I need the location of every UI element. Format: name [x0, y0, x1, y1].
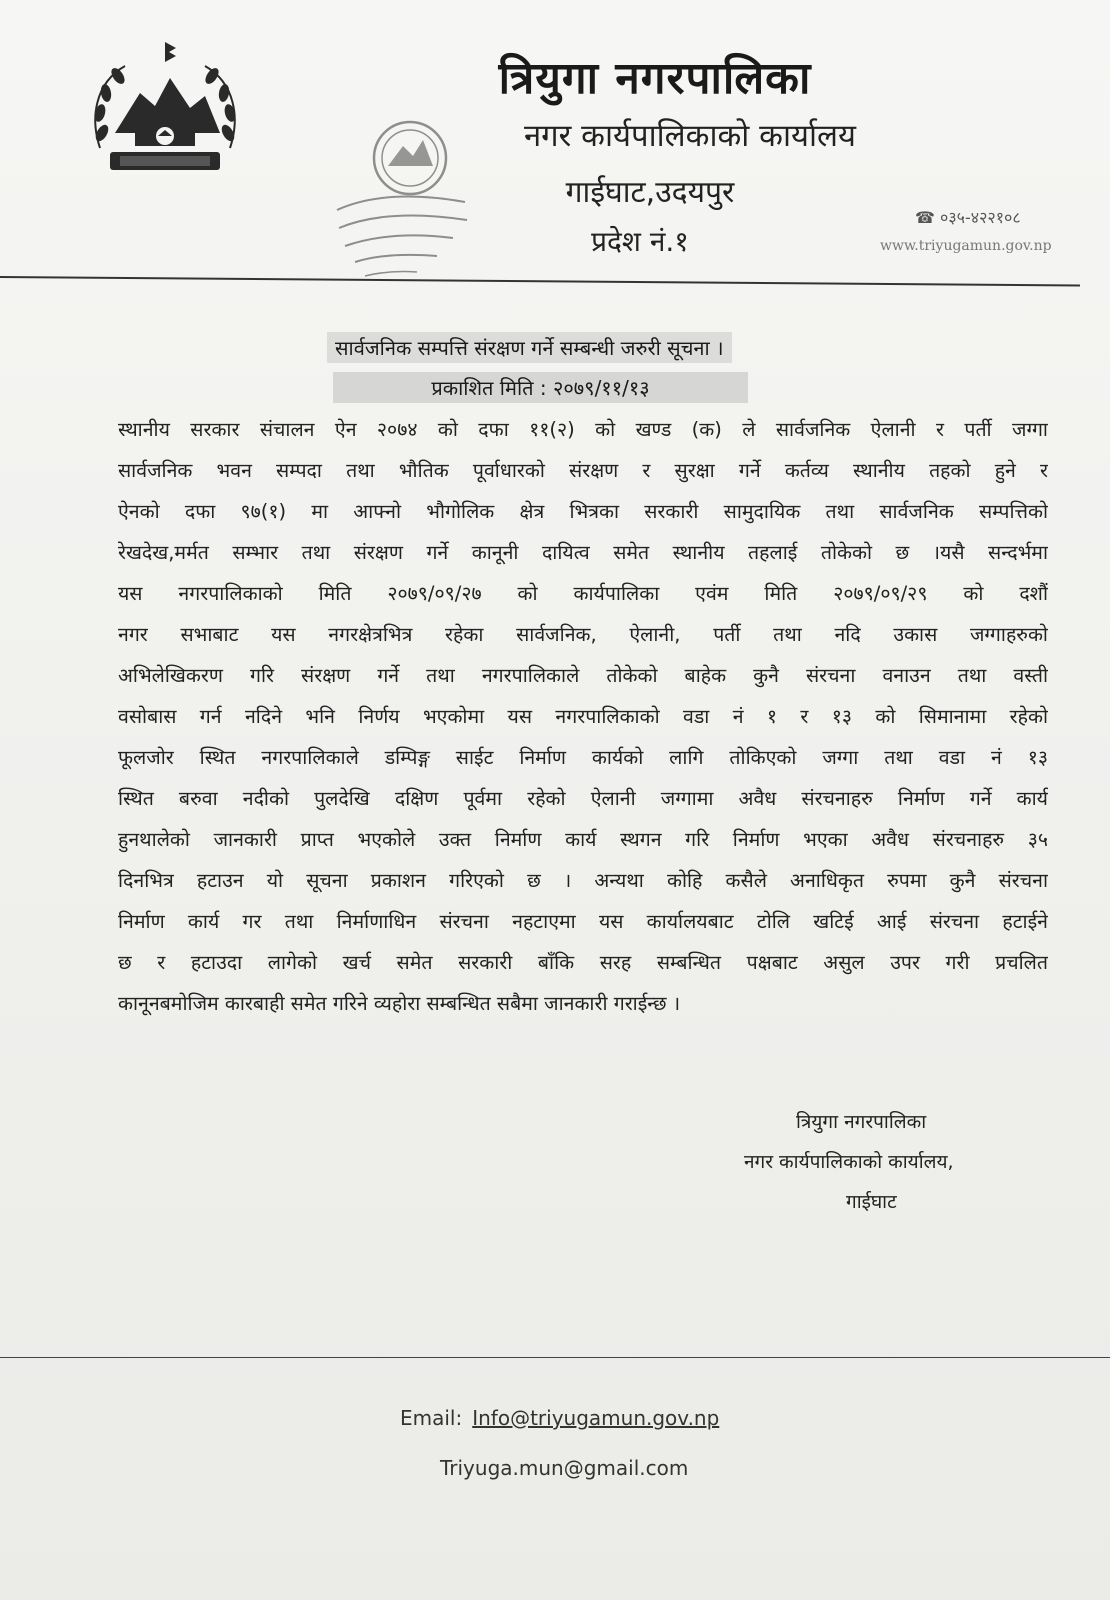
email-row	[400, 1406, 719, 1430]
notice-body-line: दिनभित्र हटाउन यो सूचना प्रकाशन गरिएको छ । अन्यथा कोहि कसैले अनाधिकृत रुपमा कुनै संरचना	[118, 869, 1048, 892]
signature-org-name: त्रियुगा नगरपालिका	[796, 1111, 927, 1133]
email-secondary: Triyuga.mun@gmail.com	[440, 1456, 689, 1480]
notice-body-line: छ र हटाउदा लागेको खर्च समेत सरकारी बाँकि सरह सम्बन्धित पक्षबाट असुल उपर गरी प्रचलित	[118, 951, 1048, 974]
notice-body-line: फूलजोर स्थित नगरपालिकाले डम्पिङ्ग साईट निर्माण कार्यको लागि तोकिएको जग्गा तथा वडा नं १३	[118, 746, 1048, 769]
signature-office-name: नगर कार्यपालिकाको कार्यालय,	[744, 1151, 954, 1173]
notice-body-line: सार्वजनिक भवन सम्पदा तथा भौतिक पूर्वाधारको संरक्षण र सुरक्षा गर्ने कर्तव्य स्थानीय तहको हुने र	[118, 459, 1048, 482]
notice-body	[118, 409, 1048, 1024]
notice-body-line: स्थित बरुवा नदीको पुलदेखि दक्षिण पूर्वमा रहेको ऐलानी जग्गामा अवैध संरचनाहरु निर्माण गर्ने कार्य	[118, 787, 1048, 810]
notice-body-line: कानूनबमोजिम कारबाही समेत गरिने व्यहोरा सम्बन्धित सबैमा जानकारी गराईन्छ ।	[118, 992, 681, 1015]
signature-location: गाईघाट	[846, 1191, 897, 1213]
email-link-primary[interactable]: Info@triyugamun.gov.np	[472, 1406, 720, 1430]
notice-body-line: नगर सभाबाट यस नगरक्षेत्रभित्र रहेका सार्वजनिक, ऐलानी, पर्ती तथा नदि उकास जग्गाहरुको	[118, 623, 1048, 646]
office-address: गाईघाट,उदयपुर	[565, 175, 735, 210]
header-divider	[0, 276, 1080, 286]
notice-title: सार्वजनिक सम्पत्ति संरक्षण गर्ने सम्बन्धी जरुरी सूचना ।	[327, 332, 732, 363]
notice-body-line: ऐनको दफा ९७(१) मा आफ्नो भौगोलिक क्षेत्र भित्रका सरकारी सामुदायिक तथा सार्वजनिक सम्पत्तिको	[118, 500, 1048, 523]
notice-body-line: रेखदेख,मर्मत सम्भार तथा संरक्षण गर्ने कानूनी दायित्व समेत स्थानीय तहलाई तोकेको छ ।यसै सन्दर्भमा	[118, 541, 1048, 564]
website-url: www.triyugamun.gov.np	[880, 238, 1052, 254]
nepal-government-emblem-icon	[80, 38, 250, 188]
phone-number: ☎ ०३५-४२२१०८	[915, 208, 1021, 227]
signature-block	[720, 1102, 1020, 1222]
office-name: नगर कार्यपालिकाको कार्यालय	[523, 118, 857, 154]
notice-body-line: वसोबास गर्न नदिने भनि निर्णय भएकोमा यस नगरपालिकाको वडा नं १ र १३ को सिमानामा रहेको	[118, 705, 1048, 728]
notice-body-line: अभिलेखिकरण गरि संरक्षण गर्ने तथा नगरपालिकाले तोकेको बाहेक कुनै संरचना वनाउन तथा वस्ती	[118, 664, 1048, 687]
province-label: प्रदेश नं.१	[591, 225, 689, 258]
notice-body-line: हुनथालेको जानकारी प्राप्त भएकोले उक्त निर्माण कार्य स्थगन गरि निर्माण भएका अवैध संरचनाहरु ३५	[118, 828, 1048, 851]
notice-body-line: स्थानीय सरकार संचालन ऐन २०७४ को दफा ११(२) को खण्ड (क) ले सार्वजनिक ऐलानी र पर्ती जग्गा	[118, 418, 1048, 441]
footer-divider	[0, 1357, 1110, 1358]
org-name: त्रियुगा नगरपालिका	[498, 53, 812, 104]
published-date: प्रकाशित मिति : २०७९/११/१३	[333, 372, 748, 403]
notice-body-line: निर्माण कार्य गर तथा निर्माणाधिन संरचना नहटाएमा यस कार्यालयबाट टोलि खटिई आई संरचना हटाईने	[118, 910, 1048, 933]
notice-body-line: यस नगरपालिकाको मिति २०७९/०९/२७ को कार्यपालिका एवंम मिति २०७९/०९/२९ को दशौं	[118, 582, 1048, 605]
email-label: Email:	[400, 1406, 463, 1430]
